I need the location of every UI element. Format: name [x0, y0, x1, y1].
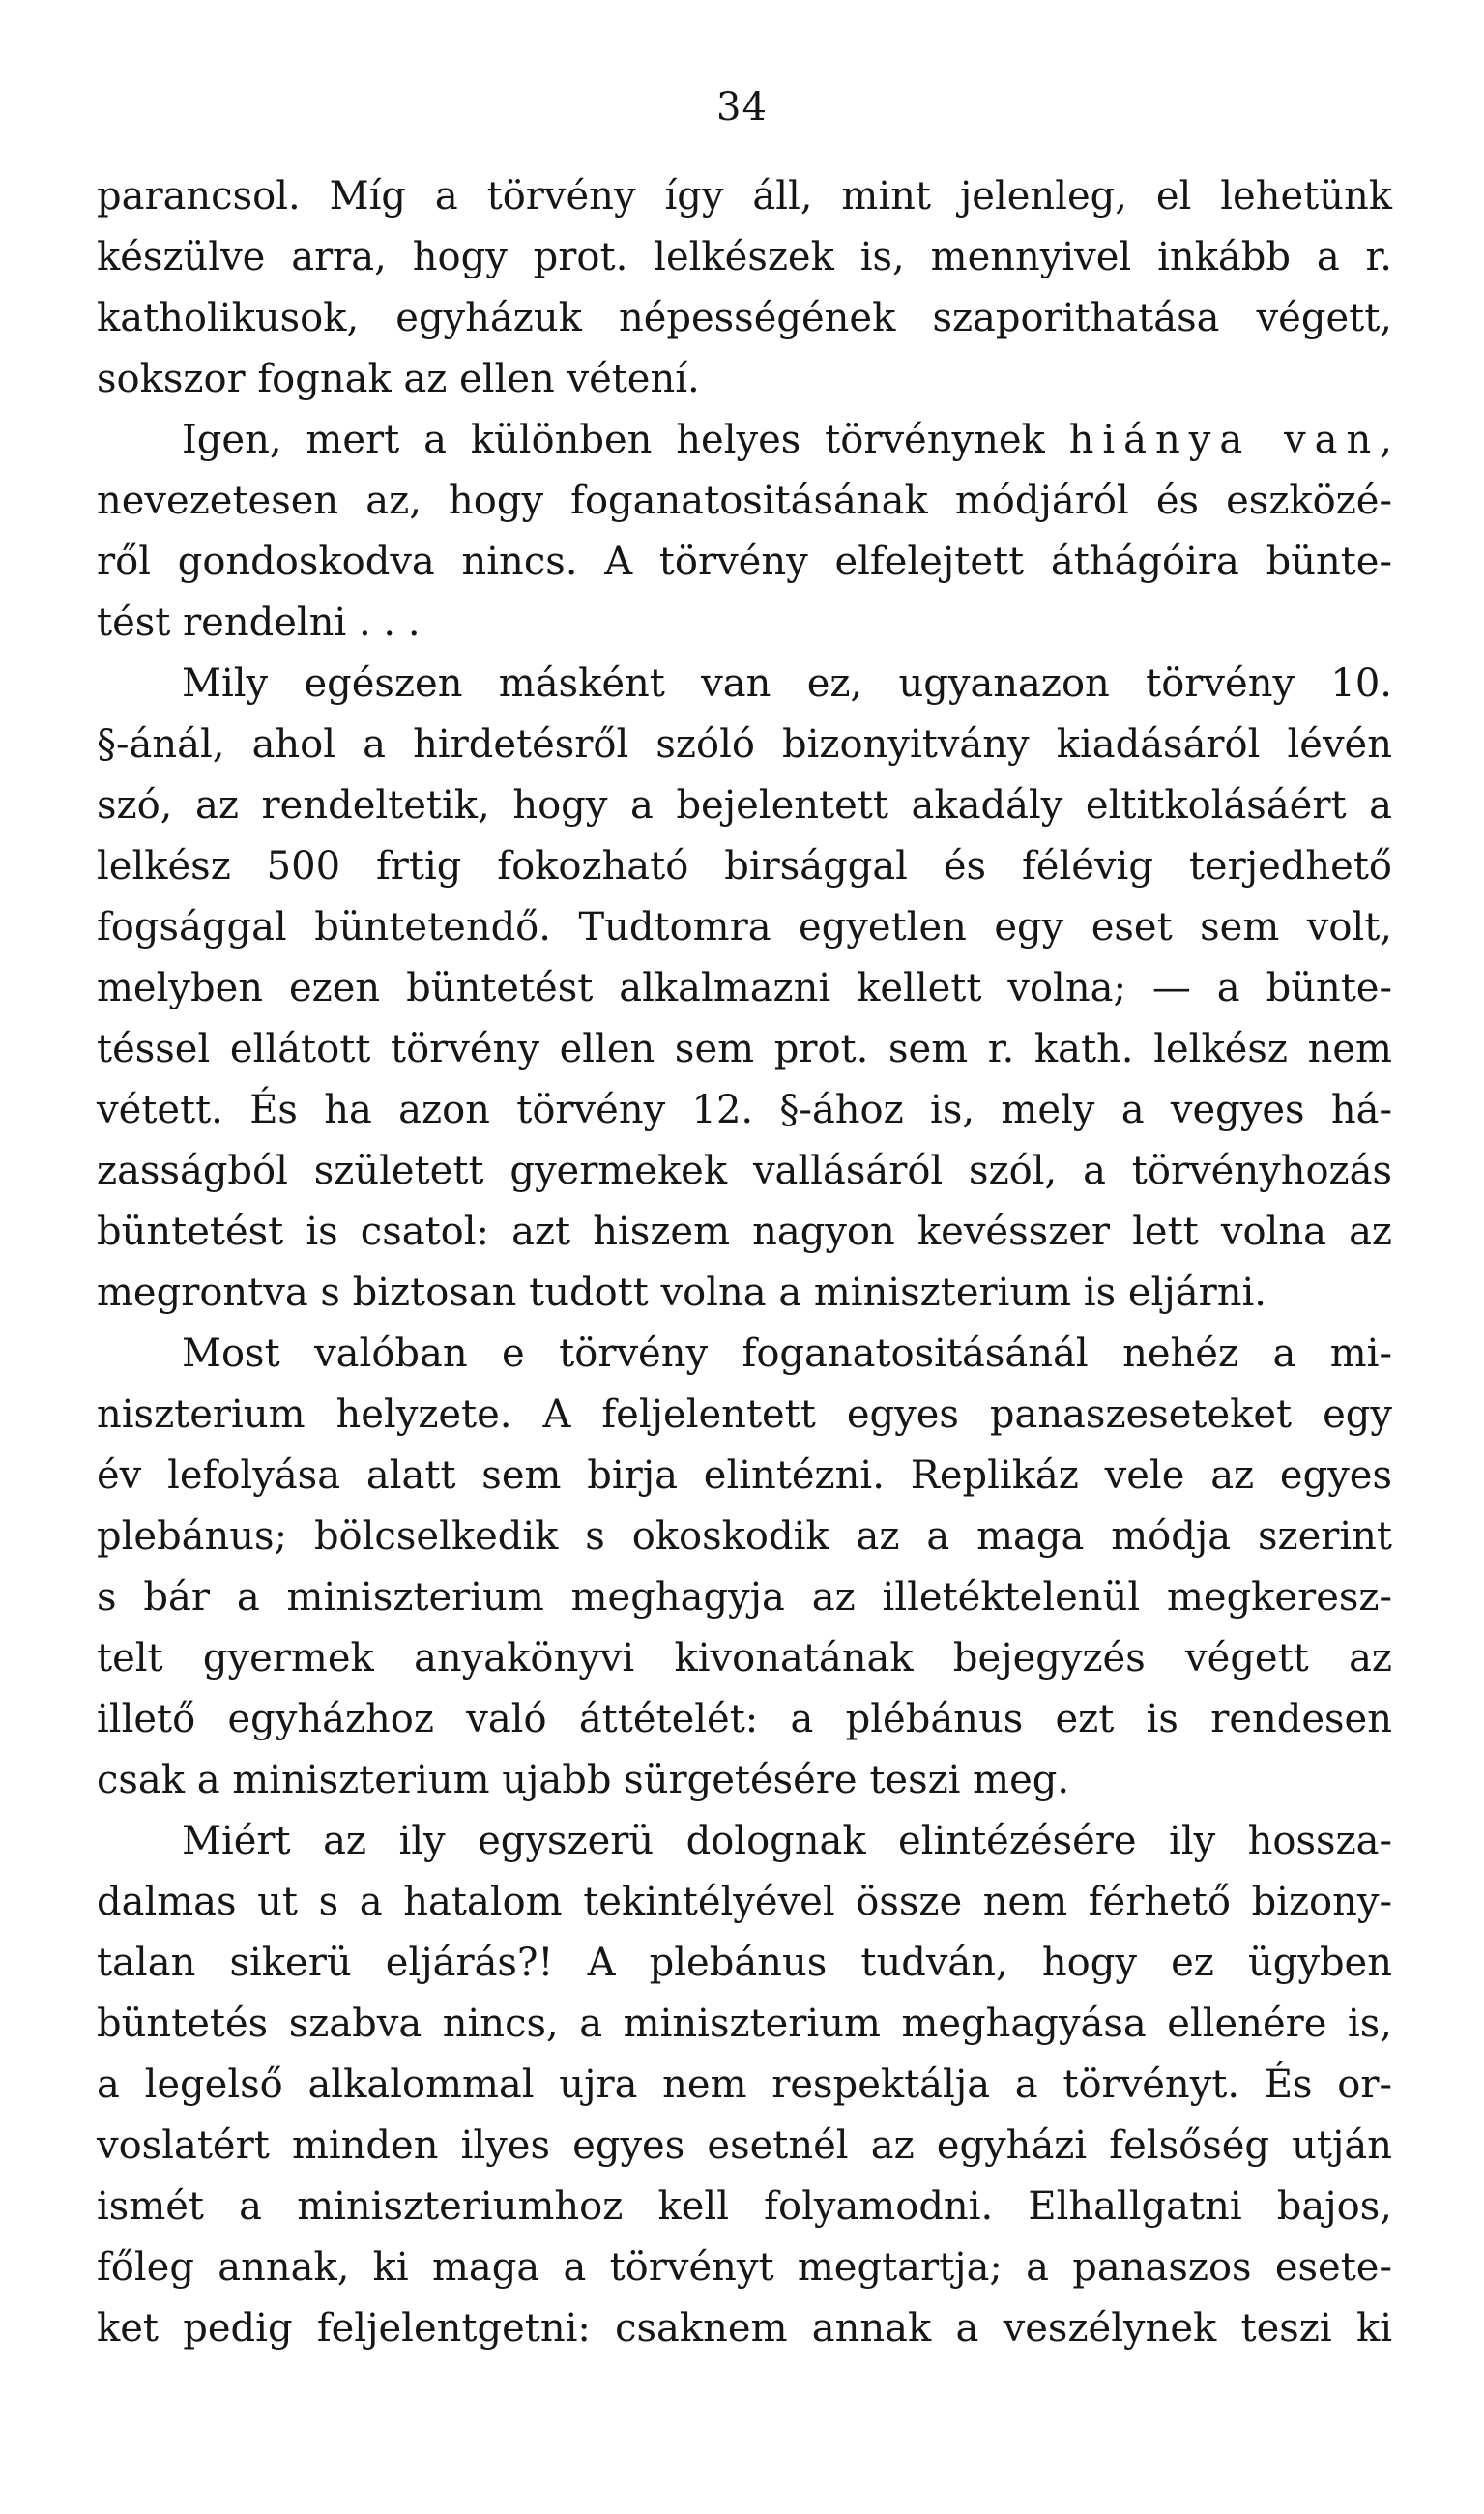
text-line: Mily egészen másként van ez, ugyanazon törvény 10. [182, 661, 1392, 706]
text-line: parancsol. Míg a törvény így áll, mint jelenleg, el lehetünk [97, 174, 1392, 219]
text-line: megrontva s biztosan tudott volna a miniszterium is eljárni. [97, 1271, 1266, 1315]
text-line: vétett. És ha azon törvény 12. §-ához is, mely a vegyes há- [97, 1088, 1392, 1132]
text-line: nevezetesen az, hogy foganatositásának módjáról és eszközé- [97, 479, 1392, 523]
text-line: készülve arra, hogy prot. lelkészek is, mennyivel inkább a r. [97, 235, 1392, 279]
text-line: csak a miniszterium ujabb sürgetésére teszi meg. [97, 1758, 1070, 1802]
body-text [97, 166, 1392, 2359]
text-line: év lefolyása alatt sem birja elintézni. Replikáz vele az egyes [97, 1453, 1392, 1498]
text-line: talan sikerü eljárás?! A plebánus tudván, hogy ez ügyben [97, 1941, 1392, 1985]
text-line: tést rendelni . . . [97, 600, 421, 645]
text-line: s bár a miniszterium meghagyja az illetéktelenül megkeresz- [97, 1575, 1392, 1620]
text-line: katholikusok, egyházuk népességének szaporithatása végett, [97, 296, 1392, 340]
text-line: dalmas ut s a hatalom tekintélyével össze nem férhető bizony- [97, 1880, 1392, 1924]
page-number: 34 [716, 85, 768, 130]
text-line: voslatért minden ilyes egyes esetnél az egyházi felsőség utján [97, 2123, 1392, 2168]
text-line: fogsággal büntetendő. Tudtomra egyetlen egy eset sem volt, [97, 905, 1392, 950]
text-line: Miért az ily egyszerü dolognak elintézésére ily hossza- [182, 1819, 1392, 1863]
text-line: illető egyházhoz való áttételét: a plébánus ezt is rendesen [97, 1697, 1392, 1741]
text-line-emphasis [97, 410, 1392, 471]
text-segment: Igen, mert a különben helyes törvénynek [182, 418, 1069, 462]
text-line: zasságból született gyermekek vallásáról szól, a törvényhozás [97, 1149, 1392, 1193]
text-line: Most valóban e törvény foganatositásánál nehéz a mi- [182, 1331, 1392, 1376]
text-line: főleg annak, ki maga a törvényt megtartja; a panaszos esete- [97, 2245, 1392, 2290]
text-line: büntetést is csatol: azt hiszem nagyon kevésszer lett volna az [97, 1210, 1392, 1254]
text-line: lelkész 500 frtig fokozható birsággal és félévig terjedhető [97, 844, 1392, 889]
text-line: ket pedig feljelentgetni: csaknem annak a veszélynek teszi ki [97, 2306, 1392, 2351]
spaced-emphasis: hiánya van [1068, 418, 1381, 462]
text-line: telt gyermek anyakönyvi kivonatának bejegyzés végett az [97, 1636, 1392, 1681]
text-segment: , [1380, 418, 1392, 462]
text-line: téssel ellátott törvény ellen sem prot. sem r. kath. lelkész nem [97, 1027, 1392, 1071]
text-line: plebánus; bölcselkedik s okoskodik az a maga módja szerint [97, 1514, 1392, 1559]
text-line: melyben ezen büntetést alkalmazni kellett volna; — a bünte- [97, 966, 1392, 1010]
text-line: szó, az rendeltetik, hogy a bejelentett akadály eltitkolásáért a [97, 783, 1392, 828]
text-line: §-ánál, ahol a hirdetésről szóló bizonyitvány kiadásáról lévén [97, 722, 1392, 767]
text-line: a legelső alkalommal ujra nem respektálja a törvényt. És or- [97, 2062, 1392, 2107]
text-line: niszterium helyzete. A feljelentett egyes panaszeseteket egy [97, 1392, 1392, 1437]
text-line: büntetés szabva nincs, a miniszterium meghagyása ellenére is, [97, 2002, 1392, 2046]
text-line: sokszor fognak az ellen vétení. [97, 357, 700, 401]
text-line: ről gondoskodva nincs. A törvény elfelejtett áthágóira bünte- [97, 540, 1392, 584]
text-line: ismét a miniszteriumhoz kell folyamodni. Elhallgatni bajos, [97, 2184, 1392, 2229]
